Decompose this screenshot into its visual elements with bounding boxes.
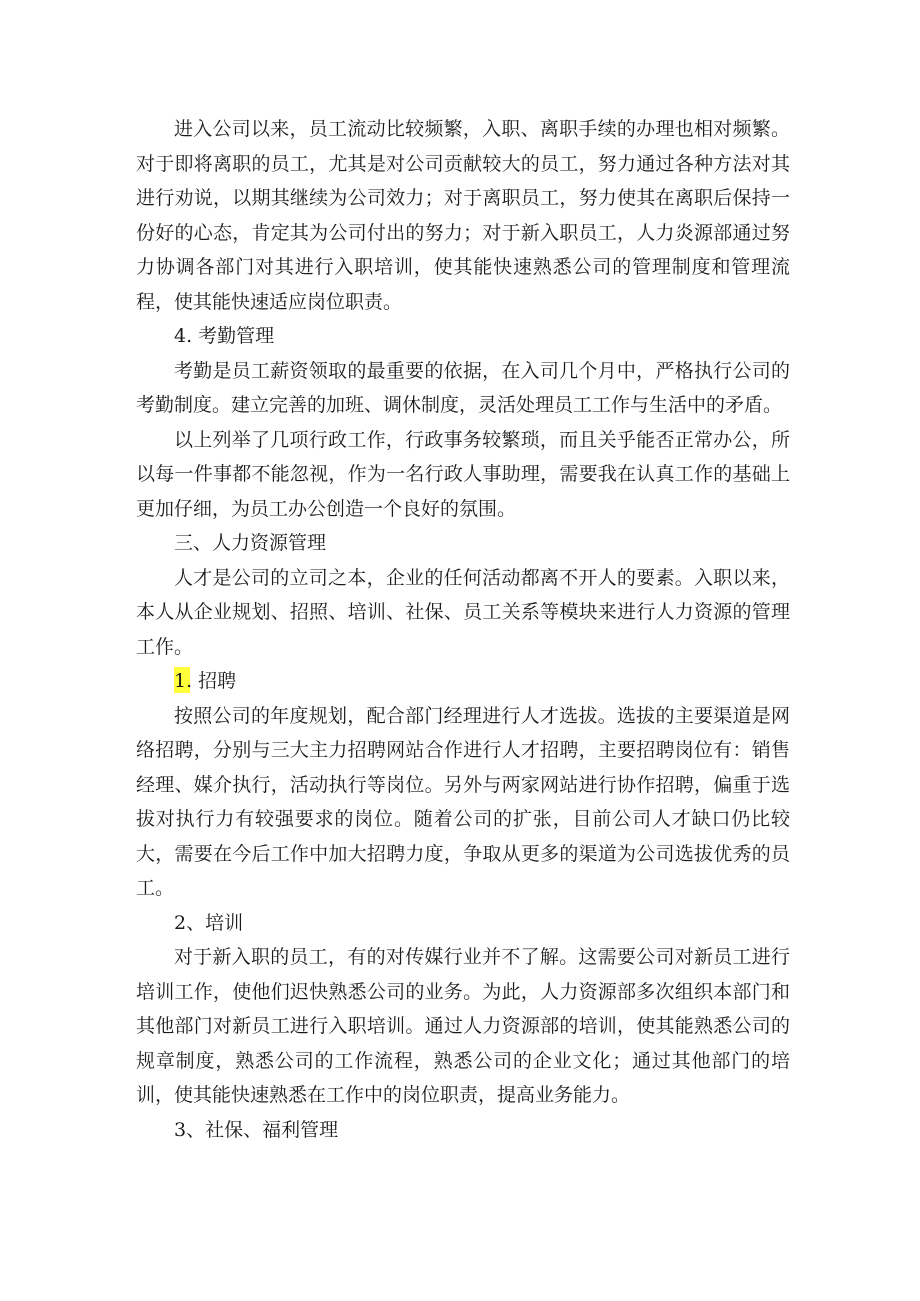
heading-attendance-management: 4. 考勤管理 [174,325,275,347]
paragraph-onboarding-offboarding: 进入公司以来，员工流动比较频繁，入职、离职手续的办理也相对频繁。对于即将离职的员工，尤其是对公司贡献较大的员工，努力通过各种方法对其进行劝说，以期其继续为公司效力；对于离职员工，努力使其在离职后保持一份好的心态，肯定其为公司付出的努力；对于新入职员工，人力炎源部通过努力协调各部门对其进行入职培训，使其能快速熟悉公司的管理制度和管理流程，使其能快速适应岗位职责。 [136,118,790,313]
paragraph-admin-summary: 以上列举了几项行政工作，行政事务较繁琐，而且关乎能否正常办公，所以每一件事都不能忽视，作为一名行政人事助理，需要我在认真工作的基础上更加仔细，为员工办公创造一个良好的氛围。 [136,428,790,520]
heading-social-security-welfare: 3、社保、福利管理 [174,1118,339,1141]
document-body [136,112,790,1147]
heading-recruitment [136,664,790,699]
heading-training: 2、培训 [174,911,244,934]
paragraph-training: 对于新入职的员工，有的对传媒行业并不了解。这需要公司对新员工进行培训工作，使他们迟快熟悉公司的业务。为此，人力资源部多次组织本部门和其他部门对新员工进行入职培训。通过人力资源部的培训，使其能熟悉公司的规章制度，熟悉公司的工作流程，熟悉公司的企业文化；通过其他部门的培训，使其能快速熟悉在工作中的岗位职责，提高业务能力。 [136,946,790,1106]
heading-recruitment-text: 1. 招聘 [174,670,237,692]
paragraph-recruitment: 按照公司的年度规划，配合部门经理进行人才选拔。选拔的主要渠道是网络招聘，分别与三大主力招聘网站合作进行人才招聘，主要招聘岗位有：销售经理、媒介执行，活动执行等岗位。另外与两家网站进行协作招聘，偏重于选拔对执行力有较强要求的岗位。随着公司的扩张，目前公司人才缺口仍比较大，需要在今后工作中加大招聘力度，争取从更多的渠道为公司选拔优秀的员工。 [136,704,790,899]
heading-hr-management: 三、人力资源管理 [174,532,327,554]
paragraph-hr-intro: 人才是公司的立司之本，企业的任何活动都离不开人的要素。入职以来，本人从企业规划、招照、培训、社保、员工关系等模块来进行人力资源的管理工作。 [136,566,790,658]
paragraph-attendance: 考勤是员工薪资领取的最重要的依据，在入司几个月中，严格执行公司的考勤制度。建立完善的加班、调休制度，灵活处理员工工作与生活中的矛盾。 [136,359,790,416]
